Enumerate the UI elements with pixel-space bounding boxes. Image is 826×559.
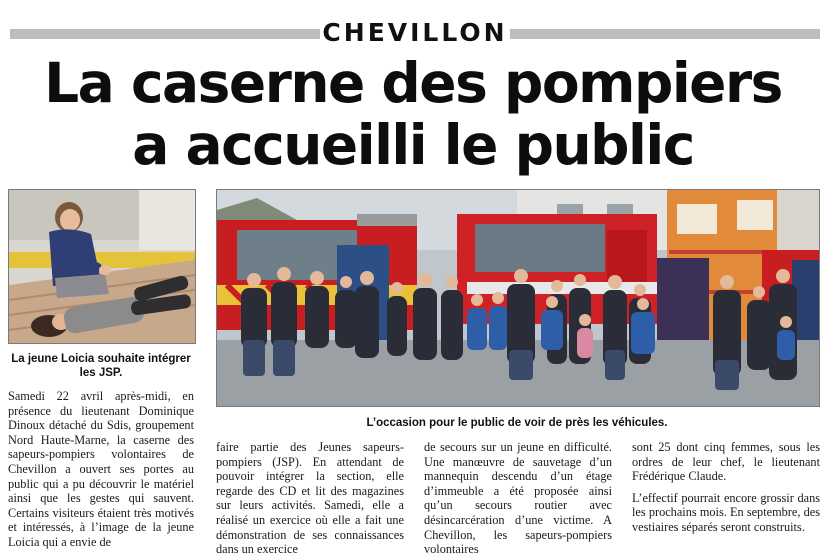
article-paragraph: L’effectif pourrait encore grossir dans les prochains mois. En septembre, des vestiaires séparés seront construits. — [632, 490, 820, 534]
kicker-rule-right — [510, 29, 820, 39]
article-paragraph: de secours sur un jeune en difficulté. Une manœuvre de sauvetage d’un mannequin descendu d’un étage d’immeuble a été proposée ainsi qu’un secours routier avec désincarcération d’une victime. A Chevillon, les sapeurs-pompiers volontaires — [424, 440, 612, 557]
photo-first-aid — [8, 189, 196, 344]
article-column-2 — [216, 440, 404, 557]
article-paragraph: faire partie des Jeunes sapeurs-pompiers (JSP). En attendant de pouvoir intégrer la section, elle regarde des CD et lit des magazines sur leurs activités. Samedi, elle a réalisé un exercice où elle a fait une démonstration de ses connaissances dans un exercice — [216, 440, 404, 557]
article-column-3 — [424, 440, 612, 557]
kicker-rule-left — [10, 29, 320, 39]
headline — [0, 52, 826, 176]
caption-first-aid: La jeune Loicia souhaite intégrer les JSP. — [11, 353, 191, 379]
article-column-4 — [632, 440, 820, 535]
article-paragraph: Samedi 22 avril après-midi, en présence du lieutenant Dominique Dinoux détaché du Sdis, groupement Nord Haute-Marne, la caserne des sapeurs-pompiers volontaires de Chevillon a ouvert ses portes au public qui a pu découvrir le matériel ainsi que les gestes qui sauvent. Certains visiteurs étaient très motivés et intéressés, à l’image de la jeune Loicia qui a envie de — [8, 389, 194, 549]
headline-line-1: La caserne des pompiers — [44, 51, 782, 115]
article-paragraph: sont 25 dont cinq femmes, sous les ordres de leur chef, le lieutenant Frédérique Claude. — [632, 440, 820, 484]
article-column-1 — [8, 389, 194, 550]
caption-fire-vehicles: L’occasion pour le public de voir de près les véhicules. — [366, 417, 668, 429]
headline-line-2: a accueilli le public — [132, 113, 694, 177]
section-kicker: CHEVILLON — [322, 18, 508, 47]
photo-fire-station-group — [216, 189, 820, 407]
